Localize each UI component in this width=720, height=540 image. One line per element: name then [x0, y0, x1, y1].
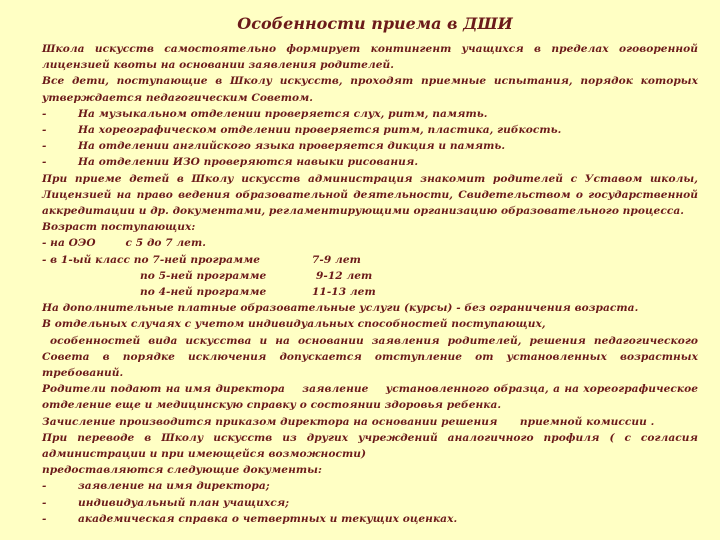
paragraph-documents-intro: При приеме детей в Школу искусств администрация знакомит родителей с Уставом школы, Лицензией на право ведения образовательной деятельности, Свидетельством о государственной аккредитации и др. документами, регламентирующими организацию образовательного процесса. [42, 172, 698, 218]
page-title: Особенности приема в ДШИ [237, 14, 513, 33]
paragraph-enrollment: Зачисление производится приказом директора на основании решения приемной комиссии . [42, 415, 655, 428]
document-body [42, 41, 702, 527]
docs-heading: предоставляются следующие документы: [42, 464, 322, 477]
age-oeo: - на ОЭО с 5 до 7 лет. [42, 237, 206, 250]
age-row: - в 1-ый класс по 7-ней программе 7-9 лет [42, 253, 361, 266]
age-row: по 5-ней программе 9-12 лет [140, 269, 373, 282]
paragraph-paid-courses: На дополнительные платные образовательные услуги (курсы) - без ограничения возраста. [42, 302, 639, 315]
list-item: - На хореографическом отделении проверяется ритм, пластика, гибкость. [42, 124, 562, 137]
list-item: - На музыкальном отделении проверяется слух, ритм, память. [42, 107, 488, 120]
age-heading: Возраст поступающих: [42, 221, 196, 234]
paragraph-entrance-tests: Все дети, поступающие в Школу искусств, проходят приемные испытания, порядок которых утверждается педагогическим Советом. [42, 75, 698, 104]
paragraph-special-cases: В отдельных случаях с учетом индивидуальных способностей поступающих, [42, 318, 546, 331]
list-item: - заявление на имя директора; [42, 480, 270, 493]
list-item: - индивидуальный план учащихся; [42, 496, 290, 509]
paragraph-exceptions: особенностей вида искусства и на основании заявления родителей, решения педагогического Совета в порядке исключения допускается отступление от установленных возрастных требований. [42, 334, 702, 380]
paragraph-contingent: Школа искусств самостоятельно формирует контингент учащихся в пределах оговоренной лицензией квоты на основании заявления родителей. [42, 43, 698, 72]
list-item: - На отделении ИЗО проверяются навыки рисования. [42, 156, 419, 169]
list-item: - На отделении английского языка проверяется дикция и память. [42, 140, 506, 153]
age-row: по 4-ней программе 11-13 лет [140, 286, 376, 299]
list-item: - академическая справка о четвертных и текущих оценках. [42, 512, 458, 525]
paragraph-application: Родители подают на имя директора заявление установленного образца, а на хореографическое отделение еще и медицинскую справку о состоянии здоровья ребенка. [42, 383, 702, 412]
paragraph-transfer: При переводе в Школу искусств из других учреждений аналогичного профиля ( с согласия администрации и при имеющейся возможности) [42, 431, 698, 461]
